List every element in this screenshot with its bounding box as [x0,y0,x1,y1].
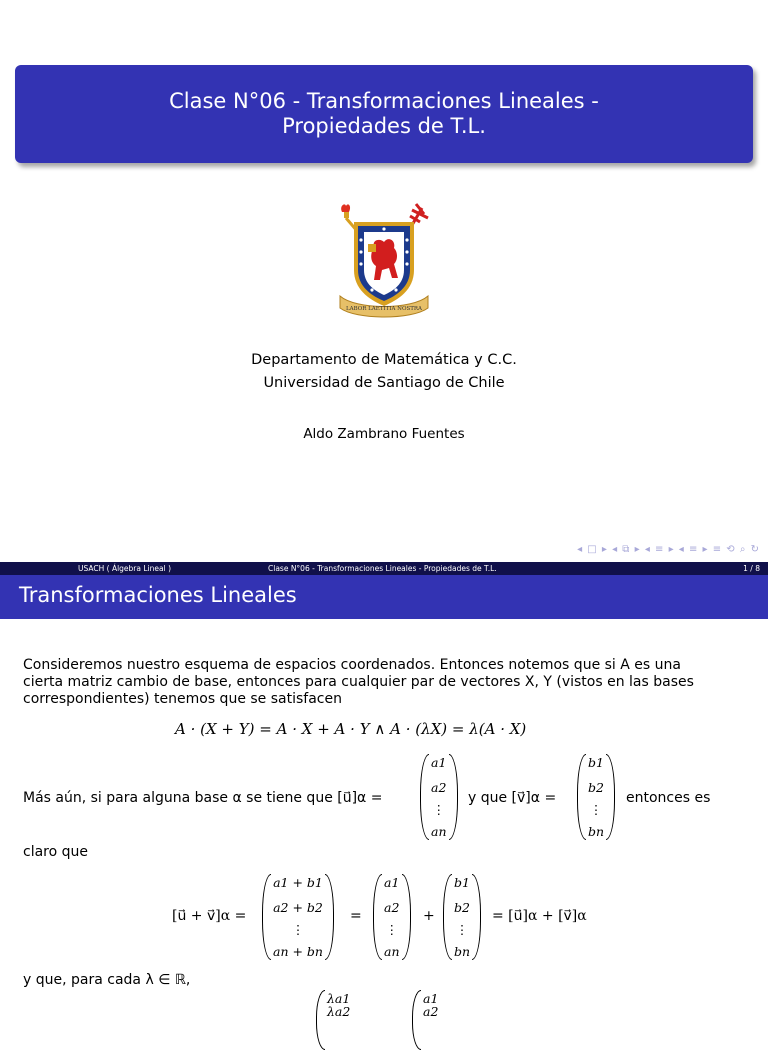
headline-bar [0,562,768,575]
paragraph-line: entonces es [626,790,711,806]
headline-course: USACH ( Álgebra Lineal ) [78,564,171,573]
paragraph-line: correspondientes) tenemos que se satisfacen [23,691,342,707]
vector-a-2 [373,874,411,960]
paragraph-line: Consideremos nuestro esquema de espacios coordenados. Entonces notemos que si A es una [23,657,681,673]
vector-a [420,754,458,840]
crest-motto: LABOR LAETITIA NOSTRA [345,306,423,312]
vector-entry: ⋮ [432,801,445,817]
vector-entry: b1 [454,875,471,890]
slide-title-line1: Clase N°06 - Transformaciones Lineales - [169,89,599,113]
author-name: Aldo Zambrano Fuentes [303,426,465,442]
paragraph-line: Más aún, si para alguna base α se tiene que [u⃗]α = [23,790,383,806]
equals-sign: = [350,908,362,924]
content-slide [0,562,768,1024]
vector-b-2 [443,874,481,960]
slide-title-line2: Propiedades de T.L. [282,114,486,138]
vector-entry: a1 + b1 [273,875,323,890]
vector-entry: λa1 [327,991,351,1006]
paragraph-line: cierta matriz cambio de base, entonces para cualquier par de vectores X, Y (vistos en las bases [23,674,694,690]
headline-title: Clase N°06 - Transformaciones Lineales - Propiedades de T.L. [268,564,497,573]
paragraph-line: claro que [23,844,89,860]
paragraph-line: y que [v⃗]α = [468,790,557,806]
vector-entry: bn [454,943,471,959]
vector-entry: a1 [431,755,447,770]
vector-b [577,754,615,840]
vector-entry: ⋮ [291,921,305,937]
vector-entry: a2 + b2 [273,900,323,916]
vector-entry: b2 [454,900,471,916]
vector-entry: ⋮ [455,921,469,937]
university-name: Universidad de Santiago de Chile [263,375,505,391]
vector-a-partial [412,990,440,1050]
vector-entry: a2 [384,900,400,916]
vector-entry: an [431,823,447,839]
vector-entry: b2 [588,780,605,796]
vector-entry: a2 [423,1004,439,1019]
plus-sign: + [423,908,435,924]
frame-title: Transformaciones Lineales [19,583,297,607]
vector-entry: b1 [588,755,605,770]
vector-entry: a1 [384,875,400,890]
vector-lambda-a [316,990,352,1050]
title-box [15,65,753,163]
equation-linearity: A · (X + Y) = A · X + A · Y ∧ A · (λX) = λ(A · X) [175,720,527,738]
vector-entry: an [384,943,400,959]
vector-entry: a2 [431,780,447,796]
vector-entry: ⋮ [589,801,603,817]
vector-entry: a1 [423,991,439,1006]
paragraph-line: y que, para cada λ ∈ ℝ, [23,972,191,988]
vector-entry: λa2 [327,1004,351,1019]
university-crest-logo [336,200,432,322]
frame-title-bar [0,575,768,619]
vector-sum [262,874,334,960]
page-number: 1 / 8 [743,564,760,573]
department-name: Departamento de Matemática y C.C. [251,352,517,368]
vector-entry: bn [588,823,605,839]
beamer-navigation-controls[interactable]: ◂ □ ▸ ◂ ⧉ ▸ ◂ ≡ ▸ ◂ ≡ ▸ ≡ ⟲ ⌕ ↻ [577,544,760,555]
vector-entry: ⋮ [385,921,398,937]
equation-sum-rhs: = [u⃗]α + [v⃗]α [492,908,587,924]
equation-sum-lhs: [u⃗ + v⃗]α = [172,908,247,924]
vector-entry: an + bn [273,943,323,959]
